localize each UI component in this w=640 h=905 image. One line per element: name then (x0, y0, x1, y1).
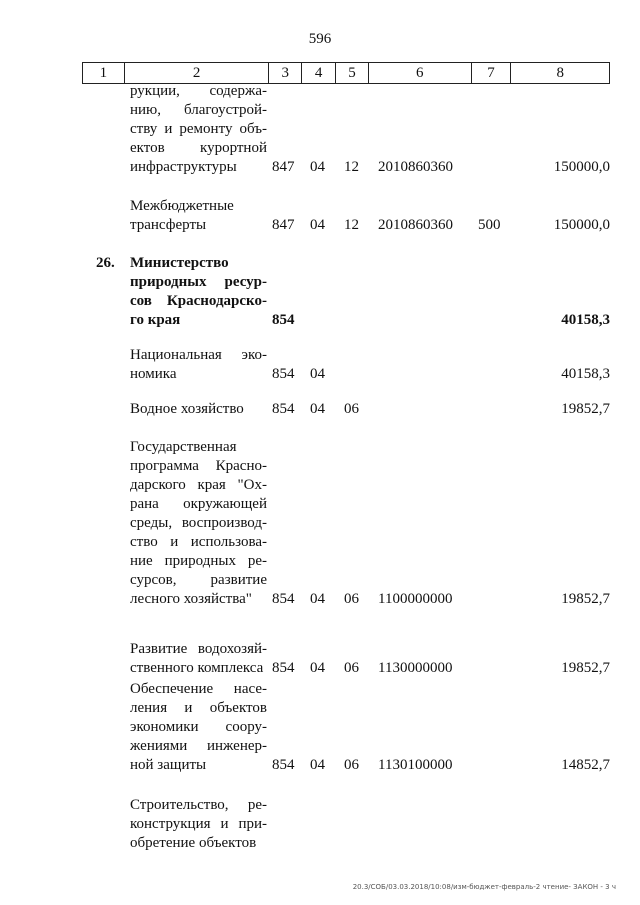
row-name-line: рукции, содержа- (130, 83, 267, 99)
row-name-line: экономики соору- (130, 719, 267, 735)
header-cell: 7 (472, 63, 512, 83)
cell-col-4: 04 (310, 401, 325, 417)
row-name-line: номика (130, 366, 177, 382)
row-name-line: Развитие водохозяй- (130, 641, 267, 657)
cell-col-8: 150000,0 (553, 217, 610, 233)
table-row (82, 680, 610, 775)
cell-col-5: 06 (344, 591, 359, 607)
header-cell: 8 (556, 65, 564, 81)
row-name-line: го края (130, 312, 181, 328)
row-name-line: обретение объектов (130, 835, 257, 851)
cell-col-4: 04 (310, 366, 325, 382)
cell-col-8: 40158,3 (561, 312, 610, 328)
row-name-line: Межбюджетные (130, 198, 234, 214)
row-name-line: Водное хозяйство (130, 401, 244, 417)
row-name-line: сов Краснодарско- (130, 293, 267, 309)
row-name-line: конструкция и при- (130, 816, 267, 832)
row-name-line: ной защиты (130, 757, 207, 773)
row-name-line: трансферты (130, 217, 207, 233)
cell-col-6: 2010860360 (378, 159, 453, 175)
cell-col-3: 854 (272, 401, 295, 417)
cell-col-6: 1100000000 (378, 591, 453, 607)
row-name-line: Министерство (130, 255, 229, 271)
cell-col-5: 06 (344, 757, 359, 773)
cell-col-3: 854 (272, 757, 295, 773)
cell-col-7: 500 (478, 217, 501, 233)
cell-col-6: 1130000000 (378, 660, 453, 676)
row-name (130, 438, 267, 609)
header-cell: 1 (83, 63, 125, 83)
header-cell: 5 (336, 63, 369, 83)
row-name-line: лесного хозяйства" (130, 591, 252, 607)
table-row (82, 796, 610, 853)
row-name (130, 796, 267, 853)
cell-col-5: 06 (344, 660, 359, 676)
row-name-line: природных ресур- (130, 274, 267, 290)
cell-col-3: 847 (272, 217, 295, 233)
table-row (82, 346, 610, 384)
row-name-line: сурсов, развитие (130, 572, 267, 588)
row-name-line: ство и использова- (130, 534, 267, 550)
row-name-line: дарского края "Ох- (130, 477, 267, 493)
table-header (82, 62, 610, 84)
table-row (82, 82, 610, 177)
row-name-line: программа Красно- (130, 458, 267, 474)
row-name-line: Национальная эко- (130, 347, 267, 363)
table-row (82, 640, 610, 678)
row-name (130, 197, 267, 235)
cell-col-3: 854 (272, 312, 295, 328)
row-name-line: среды, воспроизвод- (130, 515, 267, 531)
row-name (130, 82, 267, 177)
cell-col-3: 847 (272, 159, 295, 175)
row-name-line: жениями инженер- (130, 738, 267, 754)
cell-col-5: 12 (344, 159, 359, 175)
cell-col-8: 19852,7 (561, 401, 610, 417)
cell-col-3: 854 (272, 366, 295, 382)
header-cell: 3 (269, 63, 302, 83)
row-name (130, 640, 267, 678)
header-cell: 2 (125, 63, 269, 83)
cell-col-5: 06 (344, 401, 359, 417)
page-number: 596 (308, 31, 332, 47)
table-row (82, 438, 610, 609)
row-number: 26. (96, 255, 115, 271)
row-name-line: ектов курортной (130, 140, 267, 156)
row-name-line: инфраструктуры (130, 159, 237, 175)
table-row (82, 197, 610, 235)
row-name-line: Строительство, ре- (130, 797, 267, 813)
row-name-line: рана окружающей (130, 496, 267, 512)
cell-col-8: 150000,0 (553, 159, 610, 175)
row-name (130, 254, 267, 330)
cell-col-4: 04 (310, 217, 325, 233)
cell-col-6: 2010860360 (378, 217, 453, 233)
row-name-line: ственного комплекса (130, 660, 264, 676)
header-cell: 6 (369, 63, 472, 83)
row-name (130, 400, 267, 419)
cell-col-8: 14852,7 (561, 757, 610, 773)
row-name (130, 346, 267, 384)
cell-col-8: 40158,3 (561, 366, 610, 382)
row-name-line: ству и ремонту объ- (130, 121, 267, 137)
cell-col-4: 04 (310, 159, 325, 175)
row-name-line: ние природных ре- (130, 553, 267, 569)
cell-col-4: 04 (310, 757, 325, 773)
cell-col-8: 19852,7 (561, 660, 610, 676)
cell-col-4: 04 (310, 660, 325, 676)
header-cell: 4 (302, 63, 336, 83)
footer-stamp: 20.3/СОБ/03.03.2018/10:08/изм-бюджет-февраль-2 чтение- ЗАКОН - 3 ч (352, 883, 616, 891)
cell-col-5: 12 (344, 217, 359, 233)
row-name-line: Государственная (130, 439, 237, 455)
cell-col-8: 19852,7 (561, 591, 610, 607)
row-name-line: Обеспечение насе- (130, 681, 267, 697)
row-name-line: нию, благоустрой- (130, 102, 267, 118)
cell-col-6: 1130100000 (378, 757, 453, 773)
cell-col-4: 04 (310, 591, 325, 607)
row-name-line: ления и объектов (130, 700, 267, 716)
table-row (82, 254, 610, 330)
cell-col-3: 854 (272, 591, 295, 607)
table-row (82, 400, 610, 419)
row-name (130, 680, 267, 775)
cell-col-3: 854 (272, 660, 295, 676)
